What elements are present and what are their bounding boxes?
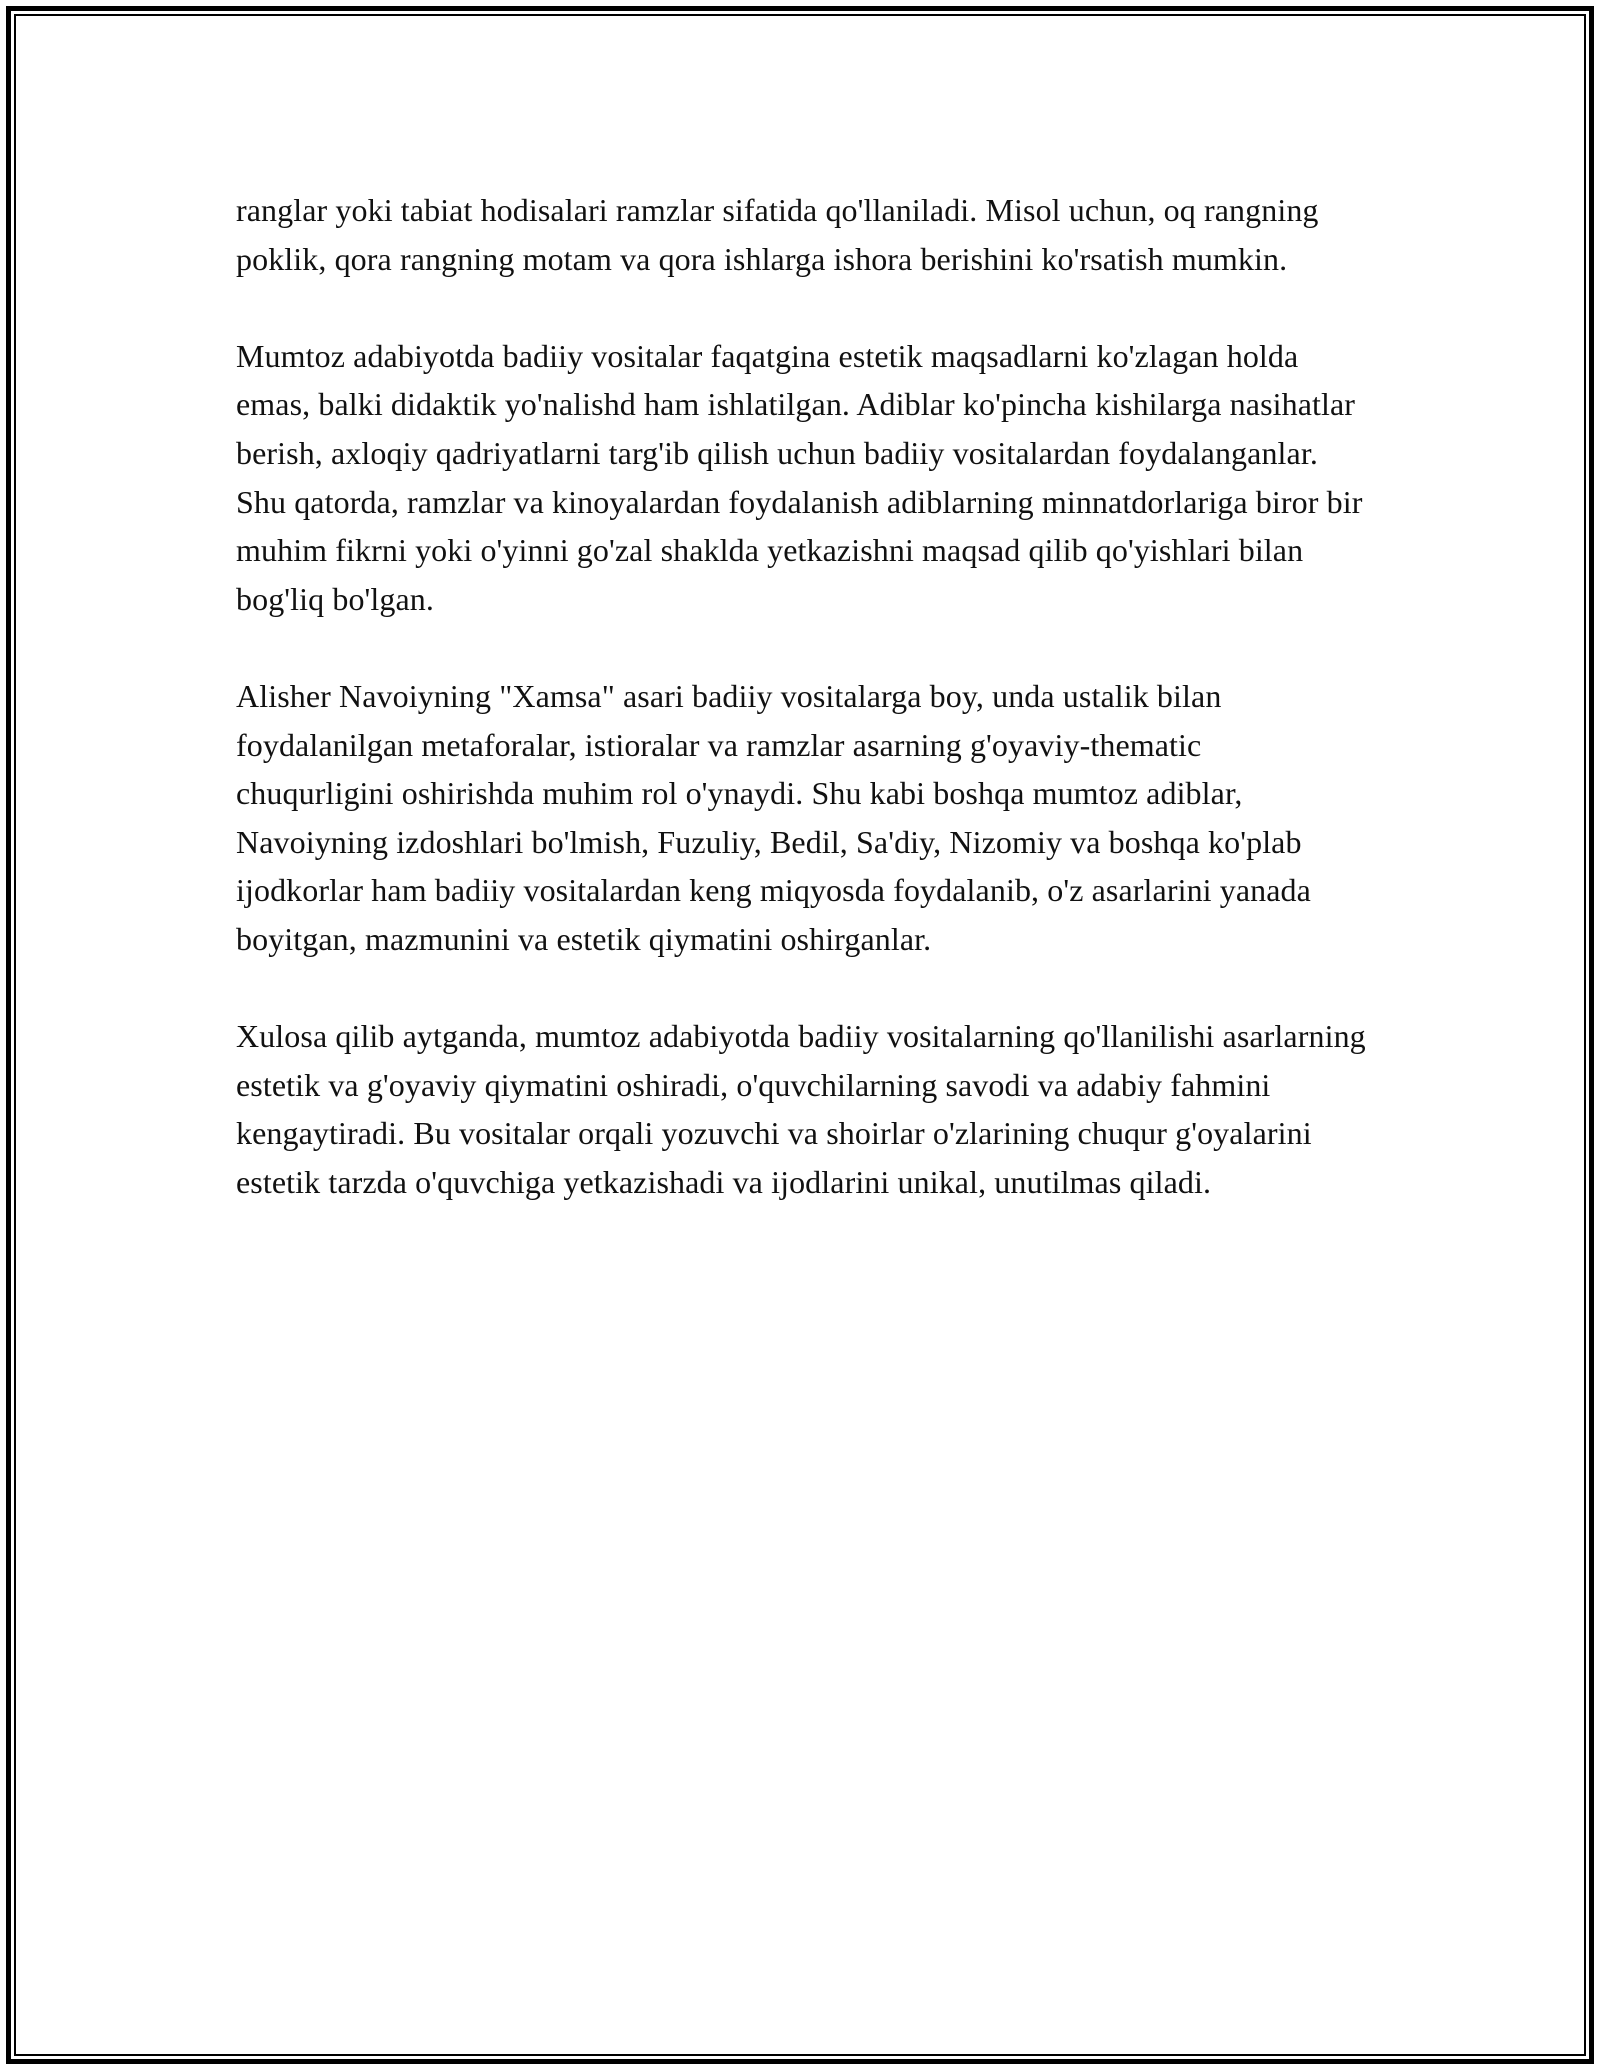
paragraph-2: Mumtoz adabiyotda badiiy vositalar faqatgina estetik maqsadlarni ko'zlagan holda emas, balki didaktik yo'nalishd ham ishlatilgan. Adiblar ko'pincha kishilarga nasihatlar berish, axloqiy qadriyatlarni targ'ib qilish uchun badiiy vositalardan foydalanganlar. Shu qatorda, ramzlar va kinoyalardan foydalanish adiblarning minnatdorlariga biror bir muhim fikrni yoki o'yinni go'zal shaklda yetkazishni maqsad qilib qo'yishlari bilan bog'liq bo'lgan. xyxy=(236,337,1363,617)
paragraph-3: Alisher Navoiyning "Xamsa" asari badiiy vositalarga boy, unda ustalik bilan foydalanilgan metaforalar, istioralar va ramzlar asarning g'oyaviy-thematic chuqurligini oshirishda muhim rol o'ynaydi. Shu kabi boshqa mumtoz adiblar, Navoiyning izdoshlari bo'lmish, Fuzuliy, Bedil, Sa'diy, Nizomiy va boshqa ko'plab ijodkorlar ham badiiy vositalardan keng miqyosda foydalanib, o'z asarlarini yanada boyitgan, mazmunini va estetik qiymatini oshirganlar. xyxy=(236,677,1311,957)
paragraph-1: ranglar yoki tabiat hodisalari ramzlar sifatida qo'llaniladi. Misol uchun, oq rangning poklik, qora rangning motam va qora ishlarga ishora berishini ko'rsatish mumkin. xyxy=(236,192,1319,277)
paragraph-4: Xulosa qilib aytganda, mumtoz adabiyotda badiiy vositalarning qo'llanilishi asarlarning estetik va g'oyaviy qiymatini oshiradi, o'quvchilarning savodi va adabiy fahmini kengaytiradi. Bu vositalar orqali yozuvchi va shoirlar o'zlarining chuqur g'oyalarini estetik tarzda o'quvchiga yetkazishadi va ijodlarini unikal, unutilmas qiladi. xyxy=(236,1018,1366,1200)
document-body xyxy=(236,186,1366,1206)
